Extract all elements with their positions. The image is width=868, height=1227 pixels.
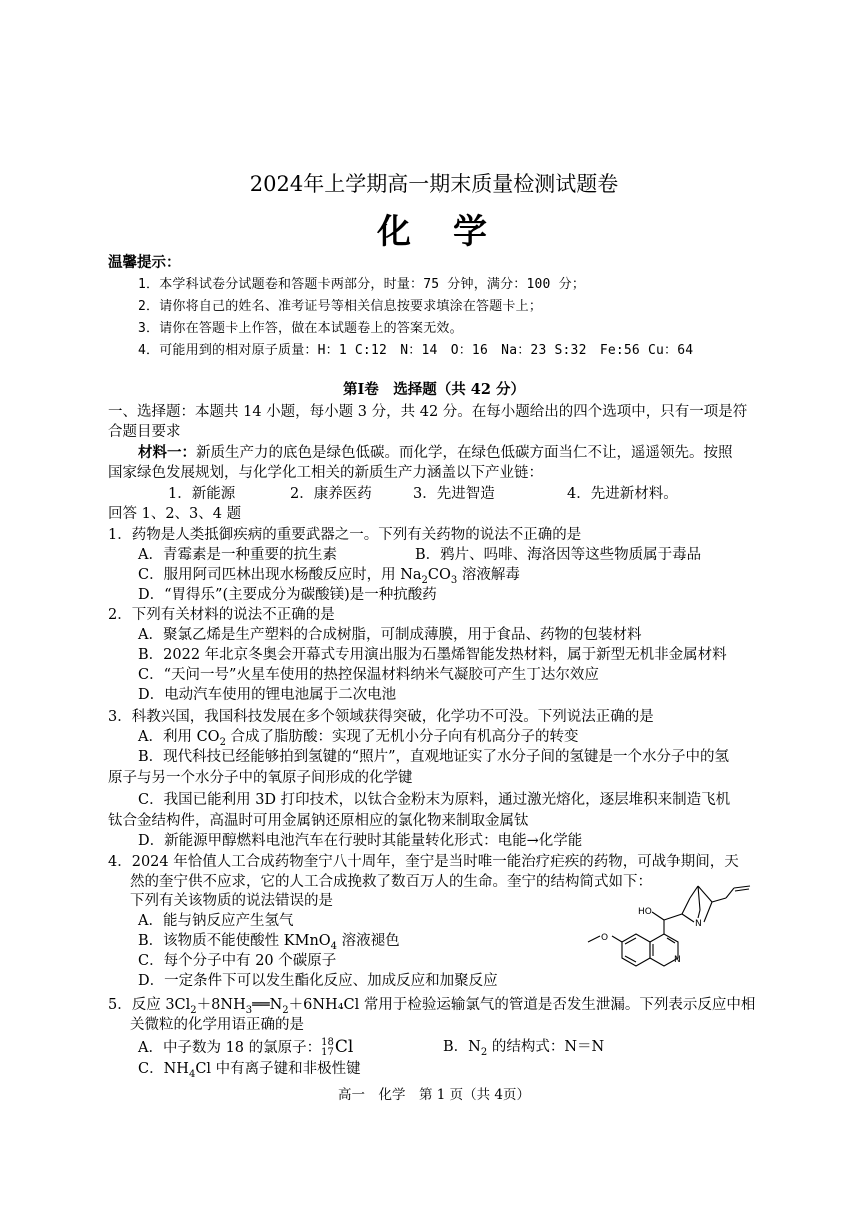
chain-item-4: 4．先进新材料。 <box>567 486 678 502</box>
notice-item-2: 2．请你将自己的姓名、准考证号等相关信息按要求填涂在答题卡上； <box>138 299 543 314</box>
q2-option-d: D．电动汽车使用的锂电池属于二次电池 <box>138 687 397 703</box>
q4-stem: 4．2024 年恰值人工合成药物奎宁八十周年，奎宁是当时唯一能治疗疟疾的药物，可战争期间，天 <box>108 854 739 870</box>
q5-option-c: C．$NH_4Cl$ 中有离子键和非极性键 <box>138 1061 361 1080</box>
isotope-notation: 18 17 <box>321 1037 334 1058</box>
q4-stem-cont: 然的奎宁供不应求，它的人工合成挽救了数百万人的生命。奎宁的结构简式如下： <box>130 874 652 890</box>
quinine-structure-diagram <box>582 880 772 995</box>
section-title: 第Ⅰ卷 选择题（共 42 分） <box>342 381 526 398</box>
q2-option-b: B．2022 年北京冬奥会开幕式专用演出服为石墨烯智能发热材料，属于新型无机非金属材料 <box>138 647 727 663</box>
chain-item-2: 2．康养医药 <box>290 486 372 502</box>
q4-option-d: D．一定条件下可以发生酯化反应、加成反应和加聚反应 <box>138 973 498 989</box>
answer-reference: 回答 1、2、3、4 题 <box>108 506 242 522</box>
quinuclidine-n-label: N <box>695 919 702 929</box>
chain-item-1: 1．新能源 <box>168 486 236 502</box>
q1-option-a: A．青霉素是一种重要的抗生素 <box>138 547 337 563</box>
q3-option-a: A．利用 $CO_2$ 合成了脂肪酸：实现了无机小分子向有机高分子的转变 <box>138 729 579 748</box>
q4-option-c: C．每个分子中有 20 个碳原子 <box>138 953 337 969</box>
q5-stem: 5．反应 $3Cl_2+8NH_3══N_2+6NH_4Cl$ 常用于检验运输氯气的管道是否发生泄漏。下列表示反应中相 <box>108 997 756 1016</box>
q3-option-b: B．现代科技已经能够拍到氢键的“照片”，直观地证实了水分子间的氢键是一个水分子中的氢 <box>138 749 729 765</box>
q4-stem-question: 下列有关该物质的说法错误的是 <box>130 893 333 909</box>
q4-option-b: B．该物质不能使酸性 KMnO$_4$ 溶液褪色 <box>138 933 400 952</box>
notice-item-1: 1．本学科试卷分试题卷和答题卡两部分，时量：75 分钟，满分：100 分； <box>138 277 586 292</box>
q1-option-c: C．服用阿司匹林出现水杨酸反应时，用 $Na_2CO_3$ 溶液解毒 <box>138 567 520 586</box>
exam-title: 2024年上学期高一期末质量检测试题卷 <box>249 172 619 196</box>
material-label: 材料一： <box>138 444 196 461</box>
q2-stem: 2．下列有关材料的说法不正确的是 <box>108 607 335 623</box>
notice-heading: 温馨提示： <box>108 254 181 271</box>
q3-option-b-cont: 原子与另一个水分子中的氧原子间形成的化学键 <box>108 770 413 786</box>
q3-stem: 3．科教兴国，我国科技发展在多个领域获得突破，化学功不可没。下列说法正确的是 <box>108 709 654 725</box>
q2-option-a: A．聚氯乙烯是生产塑料的合成树脂，可制成薄膜，用于食品、药物的包装材料 <box>138 627 642 643</box>
section-instruction-cont: 合题目要求 <box>108 424 181 440</box>
page-footer: 高一 化学 第 1 页（共 4页） <box>337 1087 531 1103</box>
q1-stem: 1．药物是人类抵御疾病的重要武器之一。下列有关药物的说法不正确的是 <box>108 527 582 543</box>
q1-option-d: D．“胃得乐”(主要成分为碳酸镁)是一种抗酸药 <box>138 587 437 603</box>
quinoline-n-label: N <box>674 955 681 965</box>
methoxy-o-label: O <box>601 933 609 943</box>
q3-option-c-cont: 钛合金结构件，高温时可用金属钠还原相应的氯化物来制取金属钛 <box>108 813 529 829</box>
q3-option-c: C．我国已能利用 3D 打印技术，以钛合金粉末为原料，通过激光熔化，逐层堆积来制造飞机 <box>138 792 731 808</box>
q1-option-b: B．鸦片、吗啡、海洛因等这些物质属于毒品 <box>415 547 702 563</box>
q5-stem-cont: 关微粒的化学用语正确的是 <box>130 1017 304 1033</box>
material-paragraph-cont: 国家绿色发展规划，与化学化工相关的新质生产力涵盖以下产业链： <box>108 465 543 481</box>
hydroxyl-label: HO <box>638 907 652 917</box>
q4-option-a: A．能与钠反应产生氢气 <box>138 913 294 929</box>
q5-option-b: B．$N_2$ 的结构式：N＝N <box>443 1039 605 1058</box>
notice-item-4: 4．可能用到的相对原子质量：H：1 C:12 N：14 O：16 Na：23 S:32 Fe:56 Cu：64 <box>138 343 694 358</box>
material-paragraph: 材料一：新质生产力的底色是绿色低碳。而化学，在绿色低碳方面当仁不让，遥遥领先。按照 <box>138 444 733 461</box>
section-instruction: 一、选择题：本题共 14 小题，每小题 3 分，共 42 分。在每小题给出的四个选项中，只有一项是符 <box>108 404 748 420</box>
notice-item-3: 3．请你在答题卡上作答，做在本试题卷上的答案无效。 <box>138 321 463 336</box>
q5-option-a: A．中子数为 18 的氯原子： 18 17 Cl <box>138 1037 354 1058</box>
q3-option-d: D．新能源甲醇燃料电池汽车在行驶时其能量转化形式：电能→化学能 <box>138 833 583 849</box>
chain-item-3: 3．先进智造 <box>413 486 495 502</box>
subject-title: 化 学 <box>377 212 491 252</box>
q2-option-c: C．“天问一号”火星车使用的热控保温材料纳米气凝胶可产生丁达尔效应 <box>138 667 599 683</box>
